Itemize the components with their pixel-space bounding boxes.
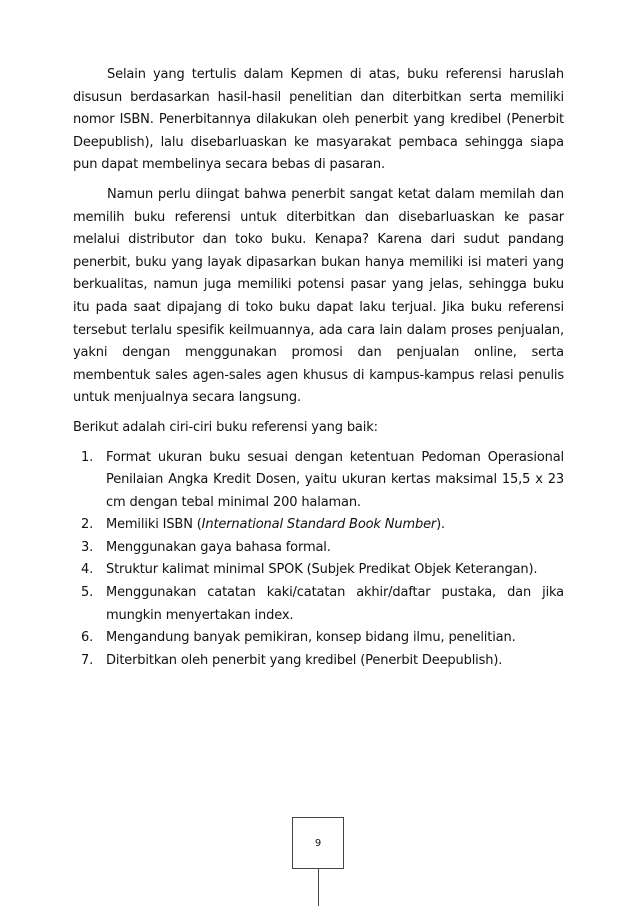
isbn-expansion: International Standard Book Number (201, 517, 437, 533)
page-number: 9 (314, 837, 322, 849)
list-item (73, 650, 564, 673)
criteria-list (73, 447, 564, 673)
list-item (73, 582, 564, 627)
list-item (73, 627, 564, 650)
list-item-text: Menggunakan gaya bahasa formal. (106, 539, 331, 555)
paragraph-1: Selain yang tertulis dalam Kepmen di atas, buku referensi haruslah disusun berdasarkan hasil-hasil penelitian dan diterbitkan serta memiliki nomor ISBN. Penerbitannya dilakukan oleh penerbit yang kredibel (Penerbit Deepublish), lalu disebarluaskan ke masyarakat pembaca sehingga siapa pun dapat membelinya secara bebas di pasaran. (73, 67, 564, 173)
list-item-text: Struktur kalimat minimal SPOK (Subjek Predikat Objek Keterangan). (106, 562, 538, 578)
page-number-box (292, 817, 344, 869)
list-item-text-before: Memiliki ISBN ( (106, 517, 202, 533)
page-number-divider (318, 869, 319, 906)
page-body (73, 64, 564, 672)
list-item-number: 4. (81, 562, 94, 578)
list-item (73, 447, 564, 515)
list-item-text: Diterbitkan oleh penerbit yang kredibel (Penerbit Deepublish). (106, 652, 503, 668)
list-item-number: 6. (81, 630, 94, 646)
list-item-text: Menggunakan catatan kaki/catatan akhir/daftar pustaka, dan jika mungkin menyertakan index. (106, 585, 564, 623)
list-item-number: 2. (81, 517, 94, 533)
list-item (73, 537, 564, 560)
paragraph-2: Namun perlu diingat bahwa penerbit sangat ketat dalam memilah dan memilih buku referensi untuk diterbitkan dan disebarluaskan ke pasar melalui distributor dan toko buku. Kenapa? Karena dari sudut pandang penerbit, buku yang layak dipasarkan bukan hanya memiliki isi materi yang berkualitas, namun juga memiliki potensi pasar yang jelas, sehingga buku itu pada saat dipajang di toko buku dapat laku terjual. Jika buku referensi tersebut terlalu spesifik keilmuannya, ada cara lain dalam proses penjualan, yakni dengan menggunakan promosi dan penjualan online, serta membentuk sales agen-sales agen khusus di kampus-kampus relasi penulis untuk menjualnya secara langsung. (73, 186, 564, 406)
list-intro: Berikut adalah ciri-ciri buku referensi yang baik: (73, 419, 378, 435)
list-item (73, 514, 564, 537)
list-item (73, 559, 564, 582)
list-item-text-after: ). (436, 517, 446, 533)
list-item-text: Format ukuran buku sesuai dengan ketentuan Pedoman Operasional Penilaian Angka Kredit Dosen, yaitu ukuran kertas maksimal 15,5 x 23 cm dengan tebal minimal 200 halaman. (106, 449, 564, 510)
list-item-text: Mengandung banyak pemikiran, konsep bidang ilmu, penelitian. (106, 630, 516, 646)
list-item-number: 5. (81, 585, 94, 601)
list-item-number: 3. (81, 539, 94, 555)
list-item-number: 7. (81, 652, 94, 668)
list-item-number: 1. (81, 449, 94, 465)
